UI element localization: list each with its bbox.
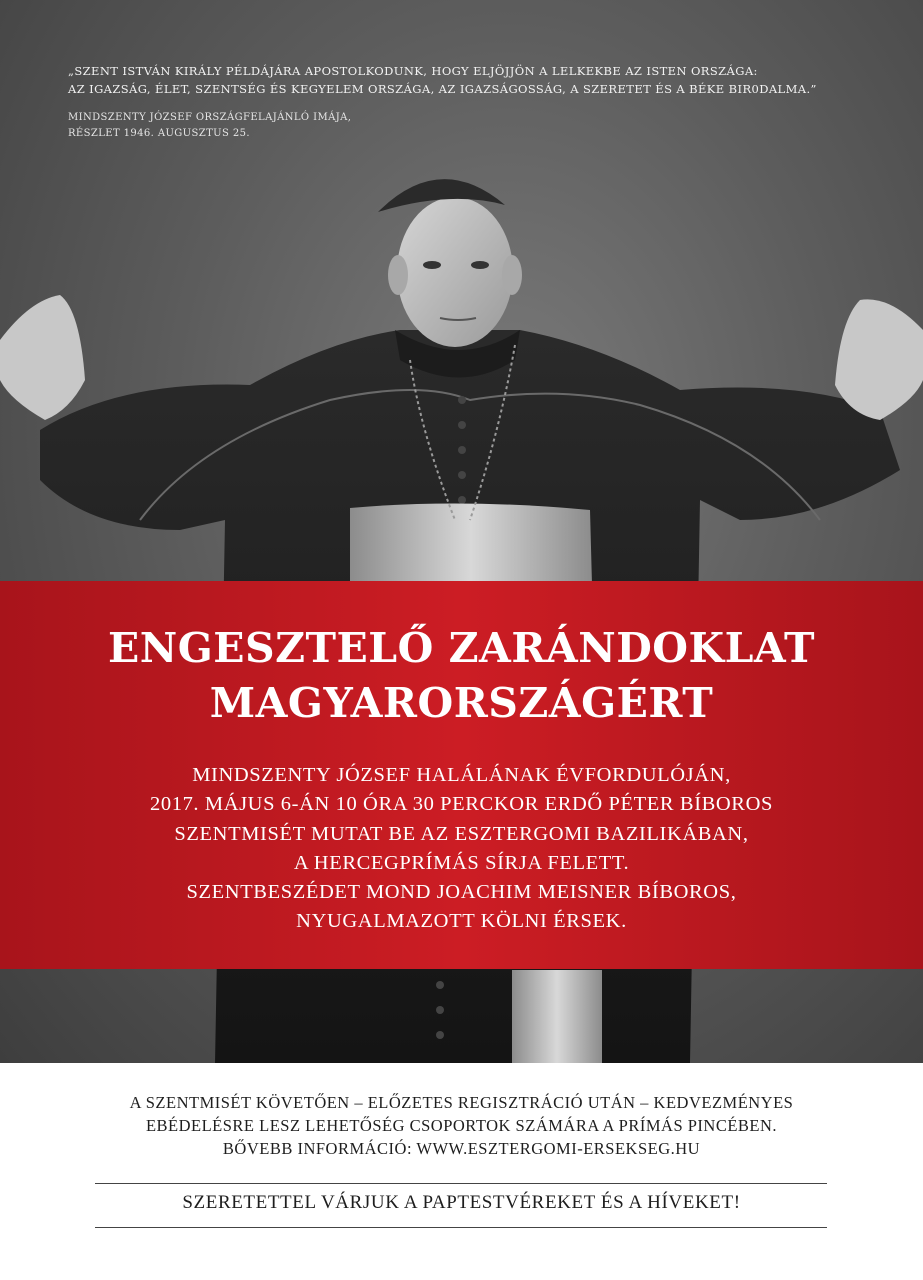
footer-info [0, 1063, 923, 1280]
event-detail-line: SZENTMISÉT MUTAT BE AZ ESZTERGOMI BAZILIKÁBAN, [174, 822, 749, 845]
welcome-message: SZERETETTEL VÁRJUK A PAPTESTVÉREKET ÉS A HÍVEKET! [182, 1192, 741, 1213]
divider-bottom [95, 1227, 827, 1228]
event-detail-line: SZENTBESZÉDET MOND JOACHIM MEISNER BÍBOROS, [186, 881, 737, 904]
info-line: A SZENTMISÉT KÖVETŐEN – ELŐZETES REGISZTRÁCIÓ UTÁN – KEDVEZMÉNYES [129, 1093, 794, 1112]
poster-title-line: MAGYARORSZÁGÉRT [209, 679, 714, 727]
info-line: BŐVEBB INFORMÁCIÓ: WWW.ESZTERGOMI-ERSEKSEG.HU [222, 1139, 701, 1158]
quote-line: „SZENT ISTVÁN KIRÁLY PÉLDÁJÁRA APOSTOLKODUNK, HOGY ELJÖJJÖN A LELKEKBE AZ ISTEN ORSZÁGA: [68, 64, 758, 78]
event-detail-line: MINDSZENTY JÓZSEF HALÁLÁNAK ÉVFORDULÓJÁN, [192, 764, 731, 786]
quote-line: AZ IGAZSÁG, ÉLET, SZENTSÉG ÉS KEGYELEM ORSZÁGA, AZ IGAZSÁGOSSÁG, A SZERETET ÉS A BÉKE BIR0DALMA.” [68, 82, 817, 96]
divider-top [95, 1183, 827, 1184]
lunch-info [0, 1091, 923, 1160]
quote-source-line: RÉSZLET 1946. AUGUSZTUS 25. [68, 128, 250, 139]
quote-block [68, 62, 848, 142]
quote-source [68, 110, 848, 142]
event-detail-line: A HERCEGPRÍMÁS SÍRJA FELETT. [293, 851, 630, 874]
event-detail-line: 2017. MÁJUS 6-ÁN 10 ÓRA 30 PERCKOR ERDŐ PÉTER BÍBOROS [150, 793, 773, 816]
quote-source-line: MINDSZENTY JÓZSEF ORSZÁGFELAJÁNLÓ IMÁJA, [68, 112, 352, 123]
event-details [0, 761, 923, 937]
info-line: EBÉDELÉSRE LESZ LEHETŐSÉG CSOPORTOK SZÁMÁRA A PRÍMÁS PINCÉBEN. [145, 1116, 778, 1135]
event-detail-line: NYUGALMAZOTT KÖLNI ÉRSEK. [296, 910, 627, 933]
poster-title [0, 621, 923, 731]
poster-title-line: ENGESZTELŐ ZARÁNDOKLAT [107, 624, 816, 672]
red-title-banner [0, 581, 923, 969]
